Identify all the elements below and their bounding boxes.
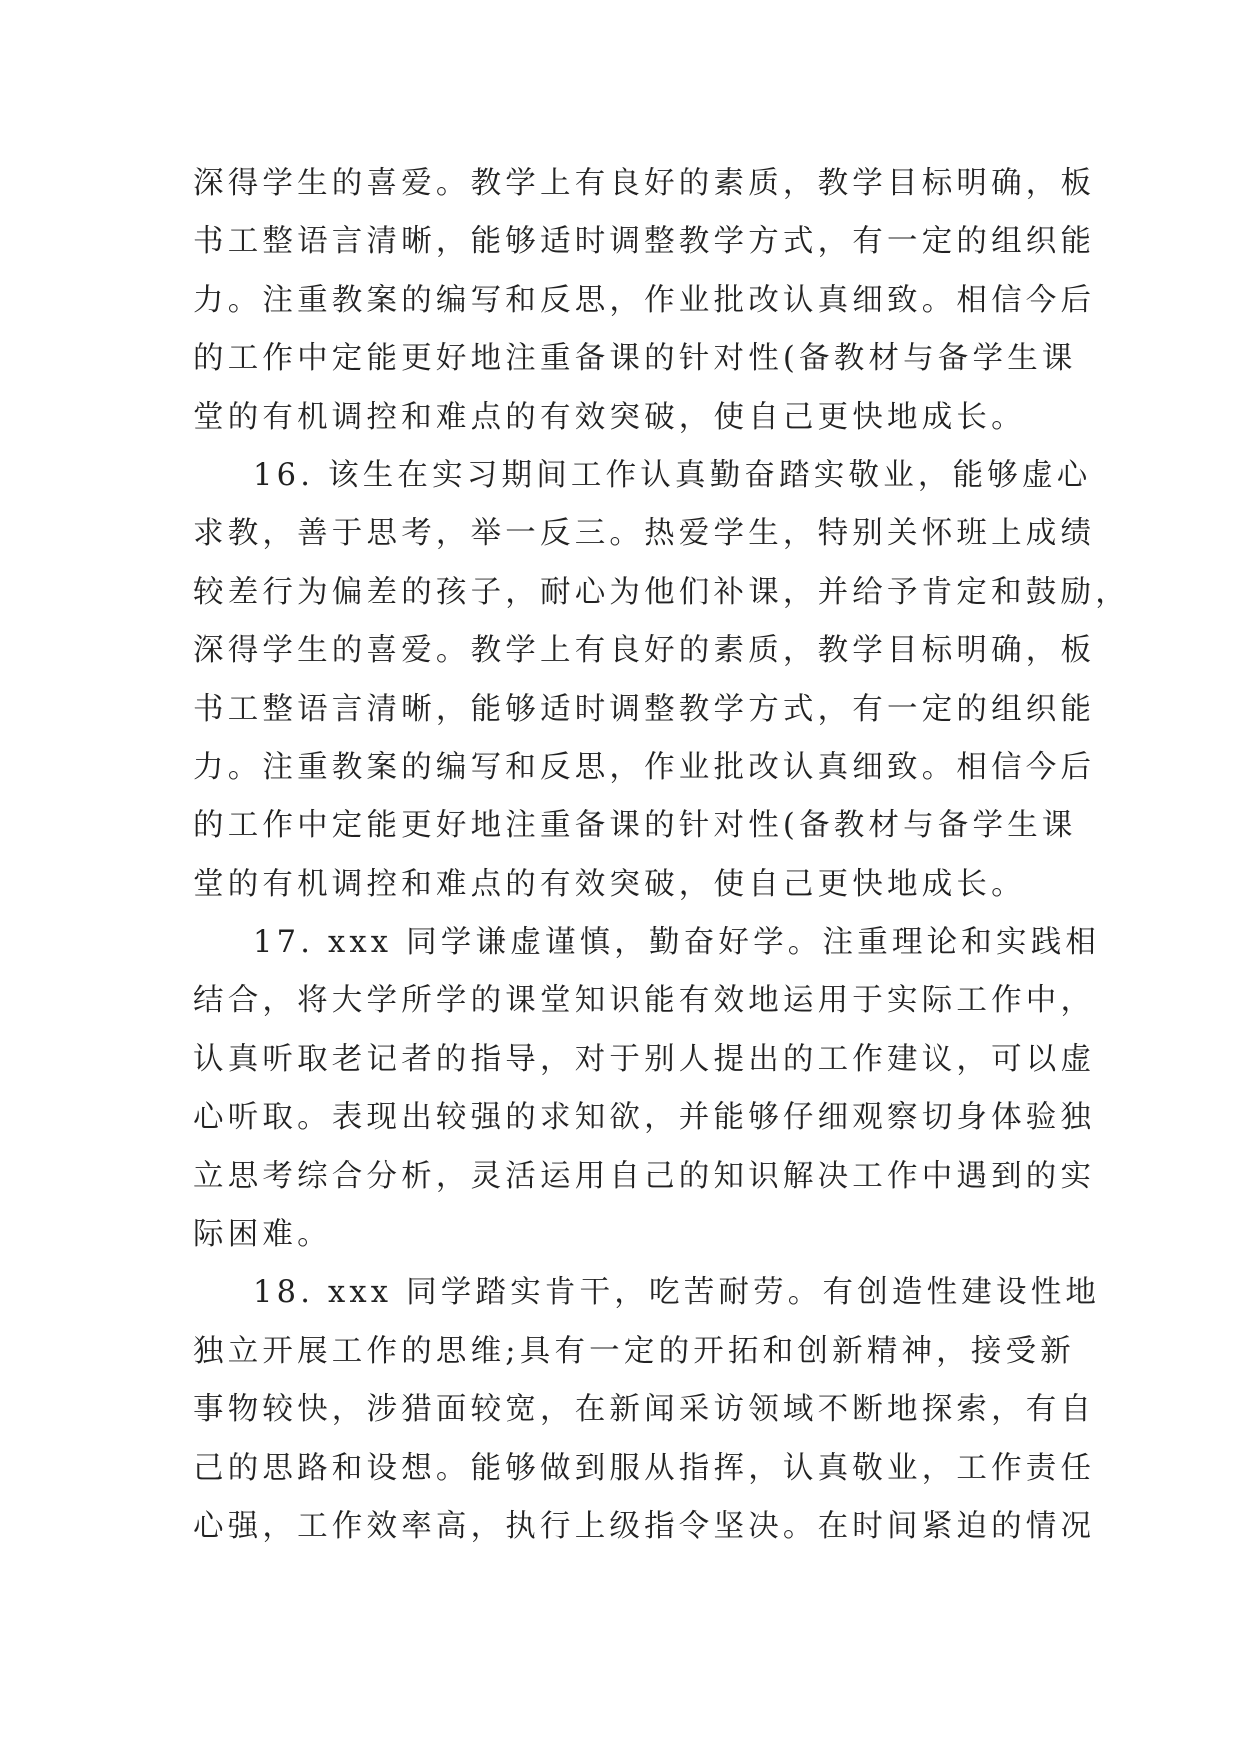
text-line: 力。注重教案的编写和反思，作业批改认真细致。相信今后 — [193, 282, 1096, 318]
text-line: 较差行为偏差的孩子，耐心为他们补课，并给予肯定和鼓励， — [193, 574, 1130, 610]
text-line: 认真听取老记者的指导，对于别人提出的工作建议，可以虚 — [193, 1041, 1096, 1077]
paragraph-16-first-line: 16. 该生在实习期间工作认真勤奋踏实敬业，能够虚心 — [253, 457, 1092, 493]
text-line: 立思考综合分析，灵活运用自己的知识解决工作中遇到的实 — [193, 1158, 1096, 1194]
text-line: 力。注重教案的编写和反思，作业批改认真细致。相信今后 — [193, 749, 1096, 785]
text-line: 心听取。表现出较强的求知欲，并能够仔细观察切身体验独 — [193, 1100, 1096, 1136]
document-body — [193, 155, 1130, 1556]
text-line: 求教，善于思考，举一反三。热爱学生，特别关怀班上成绩 — [193, 516, 1096, 552]
text-line: 的工作中定能更好地注重备课的针对性(备教材与备学生课 — [193, 808, 1077, 844]
text-line: 独立开展工作的思维;具有一定的开拓和创新精神，接受新 — [193, 1333, 1075, 1369]
text-line: 书工整语言清晰，能够适时调整教学方式，有一定的组织能 — [193, 224, 1096, 260]
text-line: 书工整语言清晰，能够适时调整教学方式，有一定的组织能 — [193, 691, 1096, 727]
text-line: 己的思路和设想。能够做到服从指挥，认真敬业，工作责任 — [193, 1450, 1096, 1486]
text-line: 的工作中定能更好地注重备课的针对性(备教材与备学生课 — [193, 341, 1077, 377]
text-line: 结合，将大学所学的课堂知识能有效地运用于实际工作中， — [193, 983, 1096, 1019]
paragraph-17-first-line: 17. xxx 同学谦虚谨慎，勤奋好学。注重理论和实践相 — [253, 925, 1101, 961]
text-line: 心强，工作效率高，执行上级指令坚决。在时间紧迫的情况 — [193, 1508, 1096, 1544]
text-line: 堂的有机调控和难点的有效突破，使自己更快地成长。 — [193, 399, 1026, 435]
text-line: 事物较快，涉猎面较宽，在新闻采访领域不断地探索，有自 — [193, 1392, 1096, 1428]
paragraph-18-first-line: 18. xxx 同学踏实肯干，吃苦耐劳。有创造性建设性地 — [253, 1275, 1101, 1311]
text-line: 深得学生的喜爱。教学上有良好的素质，教学目标明确，板 — [193, 166, 1096, 201]
text-line: 深得学生的喜爱。教学上有良好的素质，教学目标明确，板 — [193, 633, 1096, 669]
text-line: 堂的有机调控和难点的有效突破，使自己更快地成长。 — [193, 866, 1026, 902]
text-line: 际困难。 — [193, 1217, 332, 1253]
